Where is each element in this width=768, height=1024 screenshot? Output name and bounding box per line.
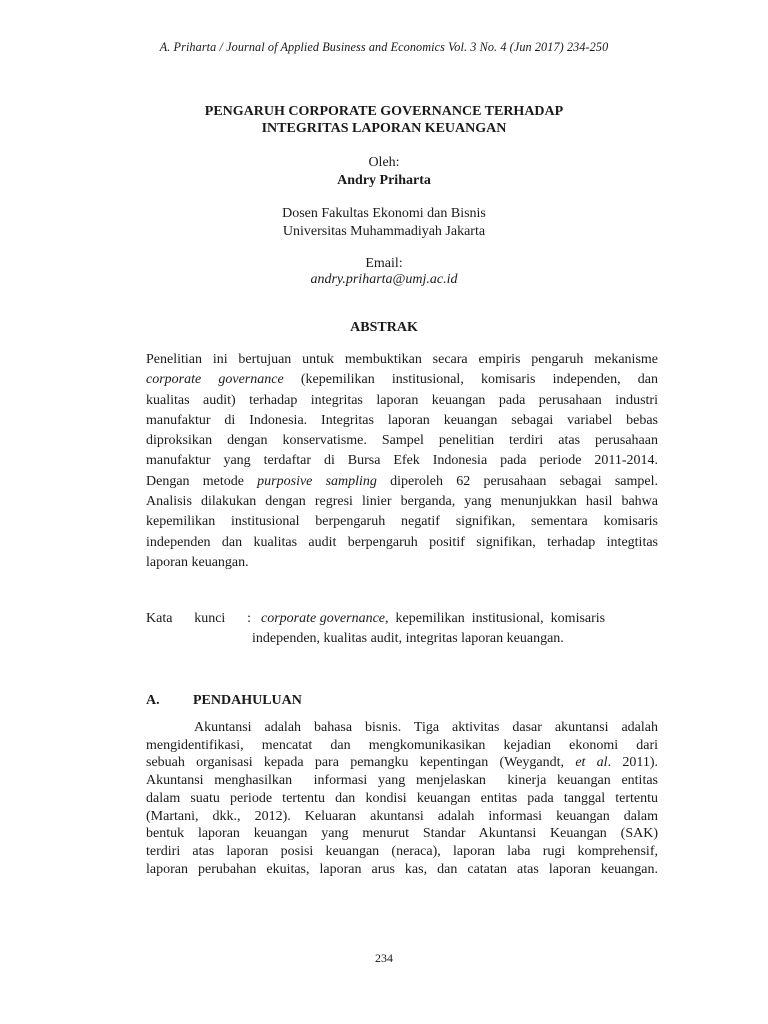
section-text: terdiri atas laporan posisi keuangan (neraca), laporan laba rugi komprehensif, <box>146 843 658 859</box>
abstract-line <box>146 512 658 532</box>
abstract-text: Penelitian ini bertujuan untuk membuktikan secara empiris pengaruh mekanisme <box>146 352 658 367</box>
by-label: Oleh: <box>368 155 400 170</box>
abstract-line <box>146 533 658 553</box>
abstract-heading: ABSTRAK <box>350 320 418 335</box>
abstract-text: diproksikan dengan konservatisme. Sampel penelitian terdiri atas perusahaan <box>146 433 658 449</box>
section-body <box>146 719 658 878</box>
section-title: PENDAHULUAN <box>193 693 302 708</box>
running-header: A. Priharta / Journal of Applied Business and Economics Vol. 3 No. 4 (Jun 2017) 234-250 <box>159 40 609 54</box>
abstract-line <box>146 411 658 431</box>
keywords-label-word-1: Kata <box>146 611 173 626</box>
section-line <box>146 772 658 790</box>
affiliation-line-2: Universitas Muhammadiyah Jakarta <box>282 224 486 239</box>
abstract-text: (kepemilikan institusional, komisaris independen, dan <box>283 372 658 388</box>
section-text: laporan perubahan ekuitas, laporan arus kas, dan catatan atas laporan keuangan. <box>146 861 658 877</box>
abstract-text: diperoleh 62 perusahaan sebagai sampel. <box>376 473 658 489</box>
abstract-text: Analisis dilakukan dengan regresi linier berganda, yang menunjukkan hasil bahwa <box>146 494 658 510</box>
abstract-line <box>146 472 658 492</box>
keyword-corporate-governance: corporate governance <box>261 611 386 626</box>
paper-title <box>0 103 768 137</box>
keywords-line-1 <box>146 609 658 629</box>
author-email: andry.priharta@umj.ac.id <box>310 272 458 287</box>
section-line <box>146 843 658 861</box>
section-italic-term: et al <box>575 755 608 771</box>
section-text: Akuntansi menghasilkan informasi yang menjelaskan kinerja keuangan entitas <box>146 773 658 789</box>
affiliation-line-1: Dosen Fakultas Ekonomi dan Bisnis <box>282 206 486 221</box>
abstract-line <box>146 391 658 411</box>
title-line-2: INTEGRITAS LAPORAN KEUANGAN <box>261 121 507 136</box>
abstract-italic-term: purposive sampling <box>257 473 377 489</box>
section-line <box>146 737 658 755</box>
section-line <box>146 825 658 843</box>
keywords-block <box>146 609 658 649</box>
section-line <box>146 861 658 879</box>
abstract-text: kualitas audit) terhadap integritas laporan keuangan pada perusahaan industri <box>146 392 658 408</box>
abstract-body <box>146 350 658 573</box>
section-text: sebuah organisasi kepada para pemangku kepentingan (Weygandt, <box>146 755 576 771</box>
email-label: Email: <box>365 256 403 271</box>
author-name: Andry Priharta <box>337 173 431 188</box>
abstract-text: Dengan metode <box>146 473 258 489</box>
section-line <box>146 754 658 772</box>
keywords-rest-line-1: , kepemilikan institusional, komisaris <box>385 611 606 626</box>
section-number: A. <box>146 693 160 708</box>
abstract-line <box>146 492 658 512</box>
section-text: dalam suatu periode tertentu dan kondisi keuangan entitas pada tanggal tertentu <box>146 790 658 806</box>
abstract-text: laporan keuangan. <box>146 554 249 570</box>
page-number: 234 <box>375 951 393 965</box>
keywords-label <box>146 609 251 629</box>
keywords-terms-line-1 <box>251 609 658 629</box>
keywords-colon: : <box>247 611 251 626</box>
abstract-text: manufaktur yang terdaftar di Bursa Efek Indonesia pada periode 2011-2014. <box>146 453 658 469</box>
keywords-line-2: independen, kualitas audit, integritas laporan keuangan. <box>252 631 564 646</box>
section-text: mengidentifikasi, mencatat dan mengkomunikasikan kejadian ekonomi dari <box>146 737 658 753</box>
section-line <box>146 808 658 826</box>
abstract-line <box>146 370 658 390</box>
section-text: . 2011). <box>607 755 658 771</box>
abstract-text: kepemilikan institusional berpengaruh negatif signifikan, sementara komisaris <box>146 514 658 530</box>
section-text: bentuk laporan keuangan yang menurut Standar Akuntansi Keuangan (SAK) <box>146 826 658 842</box>
abstract-line <box>146 553 658 573</box>
abstract-italic-term: corporate governance <box>146 372 284 388</box>
section-text: Akuntansi adalah bahasa bisnis. Tiga aktivitas dasar akuntansi adalah <box>194 720 658 735</box>
abstract-line <box>146 451 658 471</box>
section-line <box>146 719 658 737</box>
section-text: (Martani, dkk., 2012). Keluaran akuntansi adalah informasi keuangan dalam <box>146 808 658 824</box>
abstract-line <box>146 350 658 370</box>
title-line-1: PENGARUH CORPORATE GOVERNANCE TERHADAP <box>204 104 564 119</box>
section-line <box>146 790 658 808</box>
abstract-line <box>146 431 658 451</box>
abstract-text: manufaktur di Indonesia. Integritas laporan keuangan sebagai variabel bebas <box>146 412 658 428</box>
keywords-label-word-2: kunci <box>194 611 226 626</box>
abstract-text: independen dan kualitas audit berpengaruh positif signifikan, terhadap integtitas <box>146 534 658 550</box>
section-heading <box>146 693 302 709</box>
